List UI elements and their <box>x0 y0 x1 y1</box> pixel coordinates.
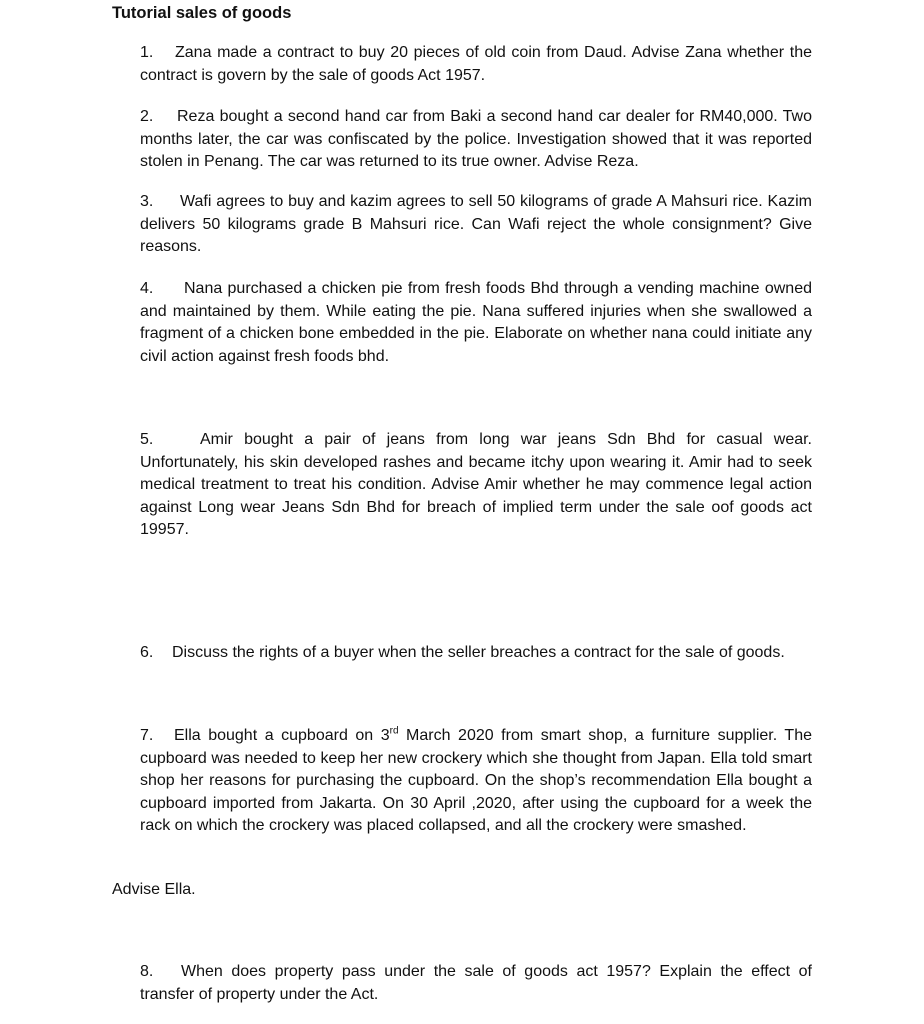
question-text: Zana made a contract to buy 20 pieces of old coin from Daud. Advise Zana whether the contract is govern by the sale of goods Act 1957. <box>140 44 812 84</box>
question-3 <box>140 191 812 259</box>
question-2 <box>140 106 812 174</box>
question-4 <box>140 278 812 368</box>
question-8 <box>140 961 812 1006</box>
question-text: Reza bought a second hand car from Baki a second hand car dealer for RM40,000. Two months later, the car was confiscated by the police. Investigation showed that it was reported stolen in Penang. The car was returned to its true owner. Advise Reza. <box>140 108 812 171</box>
question-number: 8. <box>140 963 154 980</box>
question-text-start: Ella bought a cupboard on 3 <box>174 727 390 744</box>
question-text: When does property pass under the sale of goods act 1957? Explain the effect of transfer of property under the Act. <box>140 963 812 1003</box>
question-5 <box>140 429 812 542</box>
document-title: Tutorial sales of goods <box>112 4 292 22</box>
question-text: Wafi agrees to buy and kazim agrees to sell 50 kilograms of grade A Mahsuri rice. Kazim delivers 50 kilograms grade B Mahsuri rice. Can Wafi reject the whole consignment? Give reasons. <box>140 193 812 256</box>
question-text-rest: March 2020 from smart shop, a furniture supplier. The cupboard was needed to keep her new crockery which she thought from Japan. Ella told smart shop her reasons for purchasing the cupboard. On the shop’s recommendation Ella bought a cupboard imported from Jakarta. On 30 April ,2020, after using the cupboard for a week the rack on which the crockery was placed collapsed, and all the crockery were smashed. <box>140 727 812 835</box>
question-number: 6. <box>140 644 154 661</box>
advise-line: Advise Ella. <box>112 881 196 898</box>
question-number: 5. <box>140 431 154 448</box>
question-number: 2. <box>140 108 154 125</box>
question-text: Discuss the rights of a buyer when the seller breaches a contract for the sale of goods. <box>172 644 785 661</box>
question-6 <box>140 642 812 665</box>
question-1 <box>140 42 812 87</box>
ordinal-superscript: rd <box>389 725 399 737</box>
question-number: 1. <box>140 44 154 61</box>
question-number: 3. <box>140 193 154 210</box>
question-text: Amir bought a pair of jeans from long war jeans Sdn Bhd for casual wear. Unfortunately, his skin developed rashes and became itchy upon wearing it. Amir had to seek medical treatment to treat his condition. Advise Amir whether he may commence legal action against Long wear Jeans Sdn Bhd for breach of implied term under the sale oof goods act 19957. <box>140 431 812 539</box>
question-number: 7. <box>140 727 154 744</box>
question-7 <box>140 725 812 838</box>
question-text: Nana purchased a chicken pie from fresh foods Bhd through a vending machine owned and maintained by them. While eating the pie. Nana suffered injuries when she swallowed a fragment of a chicken bone embedded in the pie. Elaborate on whether nana could initiate any civil action against fresh foods bhd. <box>140 280 812 365</box>
question-number: 4. <box>140 280 154 297</box>
